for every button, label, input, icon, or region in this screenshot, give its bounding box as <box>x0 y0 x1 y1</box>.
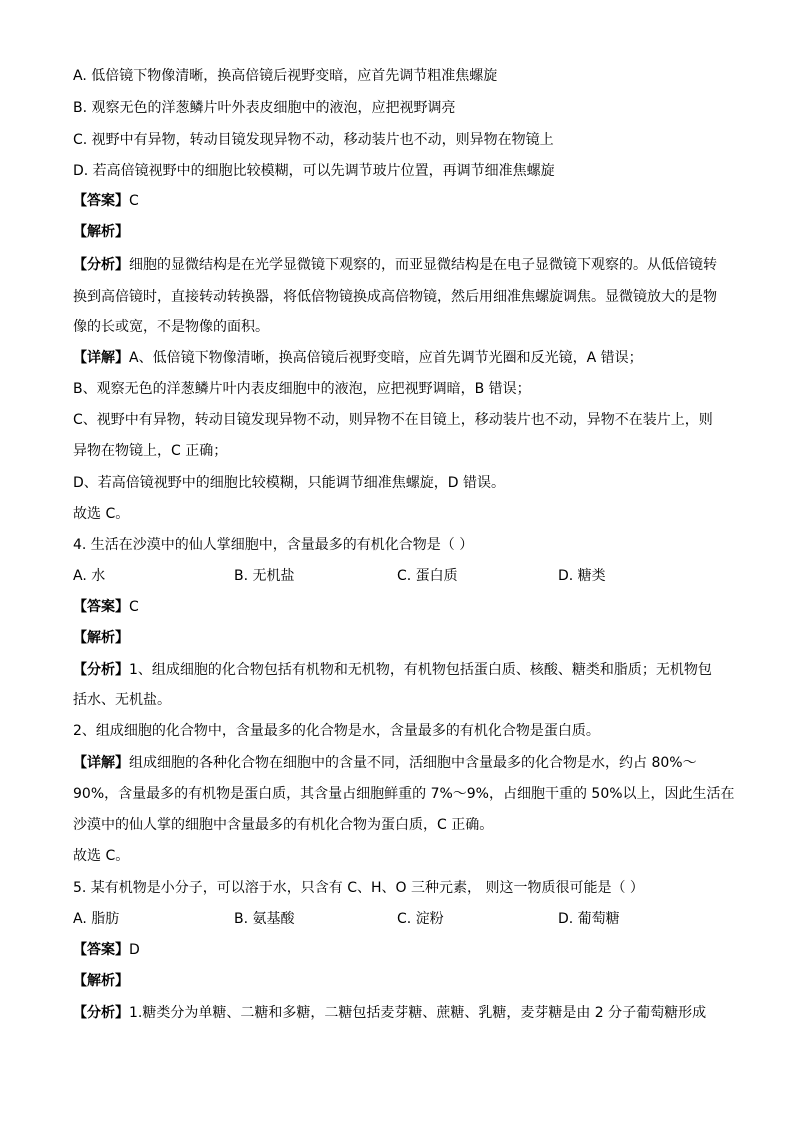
fenxi-tag: 【分析】 <box>73 257 129 273</box>
q4-xiangjie-line-1 <box>73 753 723 773</box>
q4-conclusion: 故选 C。 <box>73 848 130 864</box>
xiangjie-tag: 【详解】 <box>73 755 129 771</box>
q3-fenxi-line-3: 像的长或宽，不是物像的面积。 <box>73 319 269 335</box>
q3-conclusion: 故选 C。 <box>73 506 130 522</box>
q5-option-d: D. 葡萄糖 <box>558 911 620 927</box>
q4-fenxi-line-2: 括水、无机盐。 <box>73 692 171 708</box>
answer-value: C <box>129 193 139 209</box>
q5-option-c: C. 淀粉 <box>397 911 444 927</box>
q4-option-c: C. 蛋白质 <box>397 568 458 584</box>
q3-answer <box>73 191 723 211</box>
q4-stem: 4. 生活在沙漠中的仙人掌细胞中，含量最多的有机化合物是（ ） <box>73 537 474 553</box>
xiangjie-text: A、低倍镜下物像清晰，换高倍镜后视野变暗，应首先调节光圈和反光镜，A 错误； <box>129 350 643 366</box>
q5-option-b: B. 氨基酸 <box>234 911 295 927</box>
q3-xiangjie-line-2: B、观察无色的洋葱鳞片叶内表皮细胞中的液泡，应把视野调暗，B 错误； <box>73 381 531 397</box>
q5-stem: 5. 某有机物是小分子，可以溶于水，只含有 C、H、O 三种元素， 则这一物质很可能是（ ） <box>73 880 644 896</box>
answer-tag: 【答案】 <box>73 942 129 958</box>
q3-option-d: D. 若高倍镜视野中的细胞比较模糊，可以先调节玻片位置，再调节细准焦螺旋 <box>73 163 555 179</box>
analysis-tag: 【解析】 <box>73 973 129 989</box>
q4-option-a: A. 水 <box>73 568 106 584</box>
analysis-tag: 【解析】 <box>73 630 129 646</box>
fenxi-tag: 【分析】 <box>73 662 129 678</box>
q4-option-b: B. 无机盐 <box>234 568 295 584</box>
q4-answer <box>73 597 723 617</box>
answer-tag: 【答案】 <box>73 193 129 209</box>
fenxi-text: 1.糖类分为单糖、二糖和多糖，二糖包括麦芽糖、蔗糖、乳糖，麦芽糖是由 2 分子葡萄糖形成 <box>129 1005 707 1021</box>
q3-fenxi-line-1 <box>73 255 723 275</box>
fenxi-text: 1、组成细胞的化合物包括有机物和无机物，有机物包括蛋白质、核酸、糖类和脂质；无机物包 <box>129 662 712 678</box>
fenxi-tag: 【分析】 <box>73 1005 129 1021</box>
q3-xiangjie-line-5: D、若高倍镜视野中的细胞比较模糊，只能调节细准焦螺旋，D 错误。 <box>73 475 506 491</box>
analysis-tag: 【解析】 <box>73 224 129 240</box>
q4-option-d: D. 糖类 <box>558 568 606 584</box>
q4-analysis-heading <box>73 628 723 648</box>
q3-option-c: C. 视野中有异物，转动目镜发现异物不动，移动装片也不动，则异物在物镜上 <box>73 132 554 148</box>
q3-option-a: A. 低倍镜下物像清晰，换高倍镜后视野变暗，应首先调节粗准焦螺旋 <box>73 68 498 84</box>
q3-option-b: B. 观察无色的洋葱鳞片叶外表皮细胞中的液泡，应把视野调亮 <box>73 100 456 116</box>
answer-value: D <box>129 942 140 958</box>
q4-xiangjie-line-3: 沙漠中的仙人掌的细胞中含量最多的有机化合物为蛋白质，C 正确。 <box>73 817 494 833</box>
q4-fenxi-line-1 <box>73 660 723 680</box>
answer-value: C <box>129 599 139 615</box>
xiangjie-tag: 【详解】 <box>73 350 129 366</box>
q3-analysis-heading <box>73 222 723 242</box>
xiangjie-text: 组成细胞的各种化合物在细胞中的含量不同，活细胞中含量最多的化合物是水，约占 80%～ <box>129 755 697 771</box>
q5-answer <box>73 940 723 960</box>
q4-fenxi-line-3: 2、组成细胞的化合物中，含量最多的化合物是水，含量最多的有机化合物是蛋白质。 <box>73 723 600 739</box>
q3-xiangjie-line-4: 异物在物镜上，C 正确； <box>73 443 228 459</box>
q4-xiangjie-line-2: 90%，含量最多的有机物是蛋白质，其含量占细胞鲜重的 7%～9%，占细胞干重的 50%以上，因此生活在 <box>73 786 735 802</box>
q3-fenxi-line-2: 换到高倍镜时，直接转动转换器，将低倍物镜换成高倍物镜，然后用细准焦螺旋调焦。显微镜放大的是物 <box>73 289 717 305</box>
answer-tag: 【答案】 <box>73 599 129 615</box>
q3-xiangjie-line-3: C、视野中有异物，转动目镜发现异物不动，则异物不在目镜上，移动装片也不动，异物不在装片上，则 <box>73 412 713 428</box>
q5-analysis-heading <box>73 971 723 991</box>
q5-option-a: A. 脂肪 <box>73 911 120 927</box>
q3-xiangjie-line-1 <box>73 348 723 368</box>
q5-fenxi-line-1 <box>73 1003 723 1023</box>
fenxi-text: 细胞的显微结构是在光学显微镜下观察的，而亚显微结构是在电子显微镜下观察的。从低倍镜转 <box>129 257 717 273</box>
